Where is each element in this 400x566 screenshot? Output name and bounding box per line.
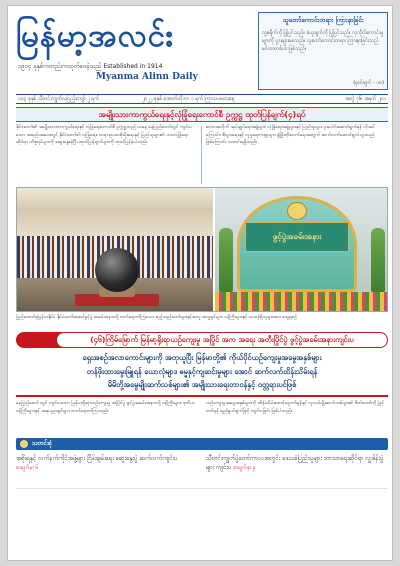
flower-arrangement bbox=[215, 292, 388, 311]
lead-story-column-1: နိုင်ငံတော်၏ အမျိုးသားကာကွယ်ရေးနှင့် လုံခြုံရေးကောင်စီ ဥက္ကဋ္ဌသည် ယနေ့ နေပြည်တော်တွင် ကျင်းပသော အစည်းအဝေးတွင် နိုင်ငံတော်၏ လုံခြုံရေး၊ တရားဥပဒေစိုးမိုးရေးနှင့် ပြည်သူများ၏ ဘဝလုံခြုံရေးဆိုင်ရာ ကိစ္စရပ်များကို ဆွေးနွေးခဲ့ပြီး ထုတ်ပြန်ချက်များကို ထုတ်ပြန်ခဲ့ပါသည်။ bbox=[16, 125, 192, 146]
teaser-item[interactable] bbox=[206, 454, 388, 484]
dateline-issue-number: အတွဲ ၇၆၊ အမှတ် ၂၀၁ bbox=[344, 96, 386, 102]
second-headline bbox=[16, 351, 388, 393]
motto-reference: (မှတ်ချက် - ၁၈) bbox=[353, 80, 384, 86]
lead-photo bbox=[16, 187, 388, 312]
second-headline-line: မိမိတို့အမွေမျိုးဆက်သစ်များ၏ အမျိုးသားရေးတာဝန်နှင့် ဝတ္တရားပင်ဖြစ် bbox=[107, 380, 297, 389]
motto-box bbox=[258, 12, 388, 90]
opening-ceremony-banner-text: ဖွင့်ပွဲအခမ်းအနား bbox=[245, 222, 349, 252]
second-headline-banner bbox=[16, 332, 388, 348]
ceremony-stage-photo bbox=[215, 188, 388, 311]
photo-caption: ပြည်ထောင်စုမြန်မာနိုင်ငံ နိုင်ငံတော်အဆင့်ဖွင့်ပွဲ အခမ်းအနားသို့ တက်ရောက်ကြသော ဧည့်သည်တော်များနှင့်အတူ အလှူရှင်များ၊ ဝန်ကြီးများနှင့် တာဝန်ရှိသူများအား တွေ့ရစဉ် bbox=[16, 315, 297, 320]
news-index-strip bbox=[16, 438, 388, 450]
story-teasers bbox=[16, 454, 388, 484]
dateline-gregorian-date: ၂၀၂၂ ခုနှစ် အောက်တိုဘာ ၁ ရက် ကြာသပတေးနေ့ bbox=[142, 96, 235, 102]
second-headline-kicker: (၄၆)ကြိမ်မြောက် မြန်မာ့ရိုးရာယဉ်ကျေးမှု အပြိုင် အက အရေး အတီးပြိုင်ပွဲ ဖွင့်ပွဲအခမ်းအနားကျင်းပ bbox=[56, 332, 388, 348]
masthead-english-title: Myanma Alinn Daily bbox=[96, 72, 198, 82]
page-bottom-margin bbox=[16, 488, 388, 556]
news-index-label: သတင်းစုံ bbox=[32, 440, 52, 447]
second-headline-line: တန်ဖိုးထားမွေးမြူရန် ယောလုံများ၊ ဓမ္မနှင့်ကျဆင်းမှုများ အောင် ဆက်လက်ထိန်းသိမ်းရန် bbox=[86, 366, 318, 376]
news-icon bbox=[20, 440, 28, 448]
newspaper-front-page bbox=[7, 5, 393, 561]
second-story bbox=[16, 400, 388, 428]
teaser-text: အစိုးရနှင့် လက်နက်ကိုင်အဖွဲ့များ ငြိမ်းချမ်းရေး ဆွေးနွေးပွဲ ဆက်လက်ကျင်းပ bbox=[16, 455, 178, 462]
second-story-column-1: နေပြည်တော် တွင် ကျင်းပသော မြန်မာ့ရိုးရာယဉ်ကျေးမှု အပြိုင်ပွဲ ဖွင့်ပွဲအခမ်းအနားသို့ ဝန်ကြီးများ၊ ဒုတိယဝန်ကြီးများနှင့် အနုပညာရှင်များ တက်ရောက်ကြသည်။ bbox=[16, 401, 195, 414]
second-story-column-2: ယဉ်ကျေးမှုအမွေအနှစ်များကို ထိန်းသိမ်းစောင့်ရှောက်ရန်နှင့် လူငယ်မျိုးဆက်သစ်များ၏ စိတ်ဓာတ်ကို မြှင့်တင်ရန် ရည်ရွယ်ချက်ဖြင့် ကျင်းပခြင်း ဖြစ်ပါသည်။ bbox=[206, 401, 384, 414]
motto-heading: သူတော်ကောင်းတရား ကြားနာခြင်း bbox=[282, 16, 364, 24]
lead-headline: အမျိုးသားကာကွယ်ရေးနှင့်လုံခြုံရေးကောင်စီ ဥက္ကဋ္ဌ ထုတ်ပြန်ချက်(၄)ရပ် bbox=[16, 107, 388, 122]
teaser-page-ref: စာမျက်နှာ ၆ bbox=[16, 465, 39, 471]
dateline bbox=[16, 94, 388, 104]
masthead-title: မြန်မာ့အလင်း bbox=[16, 18, 175, 54]
dateline-myanmar-date: ၁၀၃ ခုနှစ် သီတင်းကျွတ်လပြည့်ကျော် ၂ ရက် bbox=[18, 96, 100, 102]
lead-story-column-2: ဒေသအလိုက် အုပ်ချုပ်ရေးအဖွဲ့များ၊ လုံခြုံရေးအဖွဲ့များနှင့် ပြည်သူများ ပူးပေါင်းဆောင်ရွက်ရန် လိုအပ်ကြောင်း၊ စီးပွားရေးနှင့် လူမှုရေးကဏ္ဍများ ဖွံ့ဖြိုးတိုးတက်ရေးအတွက် ဆက်လက်ဆောင်ရွက်သွားမည်ဖြစ်ကြောင်း သတင်းရရှိသည်။ bbox=[206, 125, 376, 146]
motto-body: လူ့စရိုက်ကို ပြုပြင်သည်။ ခံယူချက်ကို ပြုပြင်သည်။ ကုသိုလ်ကောင်းမှုများကို ပွားများစေသည်။ သူတော်ကောင်းတရား ကြားနာခြင်းသည် မင်္ဂလာတစ်ပါး ဖြစ်သည်။ bbox=[262, 30, 384, 52]
section-divider bbox=[16, 395, 388, 397]
plant-decoration bbox=[219, 228, 233, 292]
teaser-page-ref: စာမျက်နှာ ၉ bbox=[233, 465, 256, 471]
teaser-text: သီတင်းကျွတ်ပွဲတော်ကာလအတွင်း ဒေသခံပြည်သူများ ဘာသာရေးဆိုင်ရာ လှူဒါန်းပွဲများ ကျင်းပ bbox=[206, 455, 384, 471]
masthead bbox=[16, 12, 254, 90]
plant-decoration bbox=[371, 228, 385, 292]
teaser-item[interactable] bbox=[16, 454, 196, 484]
black-orb-sculpture bbox=[95, 248, 139, 292]
lead-story bbox=[16, 124, 388, 186]
ceremony-hall-photo bbox=[17, 188, 213, 311]
masthead-established-line: ၁၉၁၄ ခုနှစ်ကတည်းကထုတ်ဝေခဲ့သည် Established in 1914 bbox=[18, 63, 163, 70]
emblem-icon bbox=[287, 202, 307, 220]
second-headline-line: ရှေးအစဉ်အလာကောင်းများကို အတုယူပြီး မြန်မာတို့၏ ကိုယ်ပိုင်ယဉ်ကျေးမှုအမွေအနှစ်များ bbox=[82, 353, 322, 362]
column-divider bbox=[201, 126, 202, 184]
